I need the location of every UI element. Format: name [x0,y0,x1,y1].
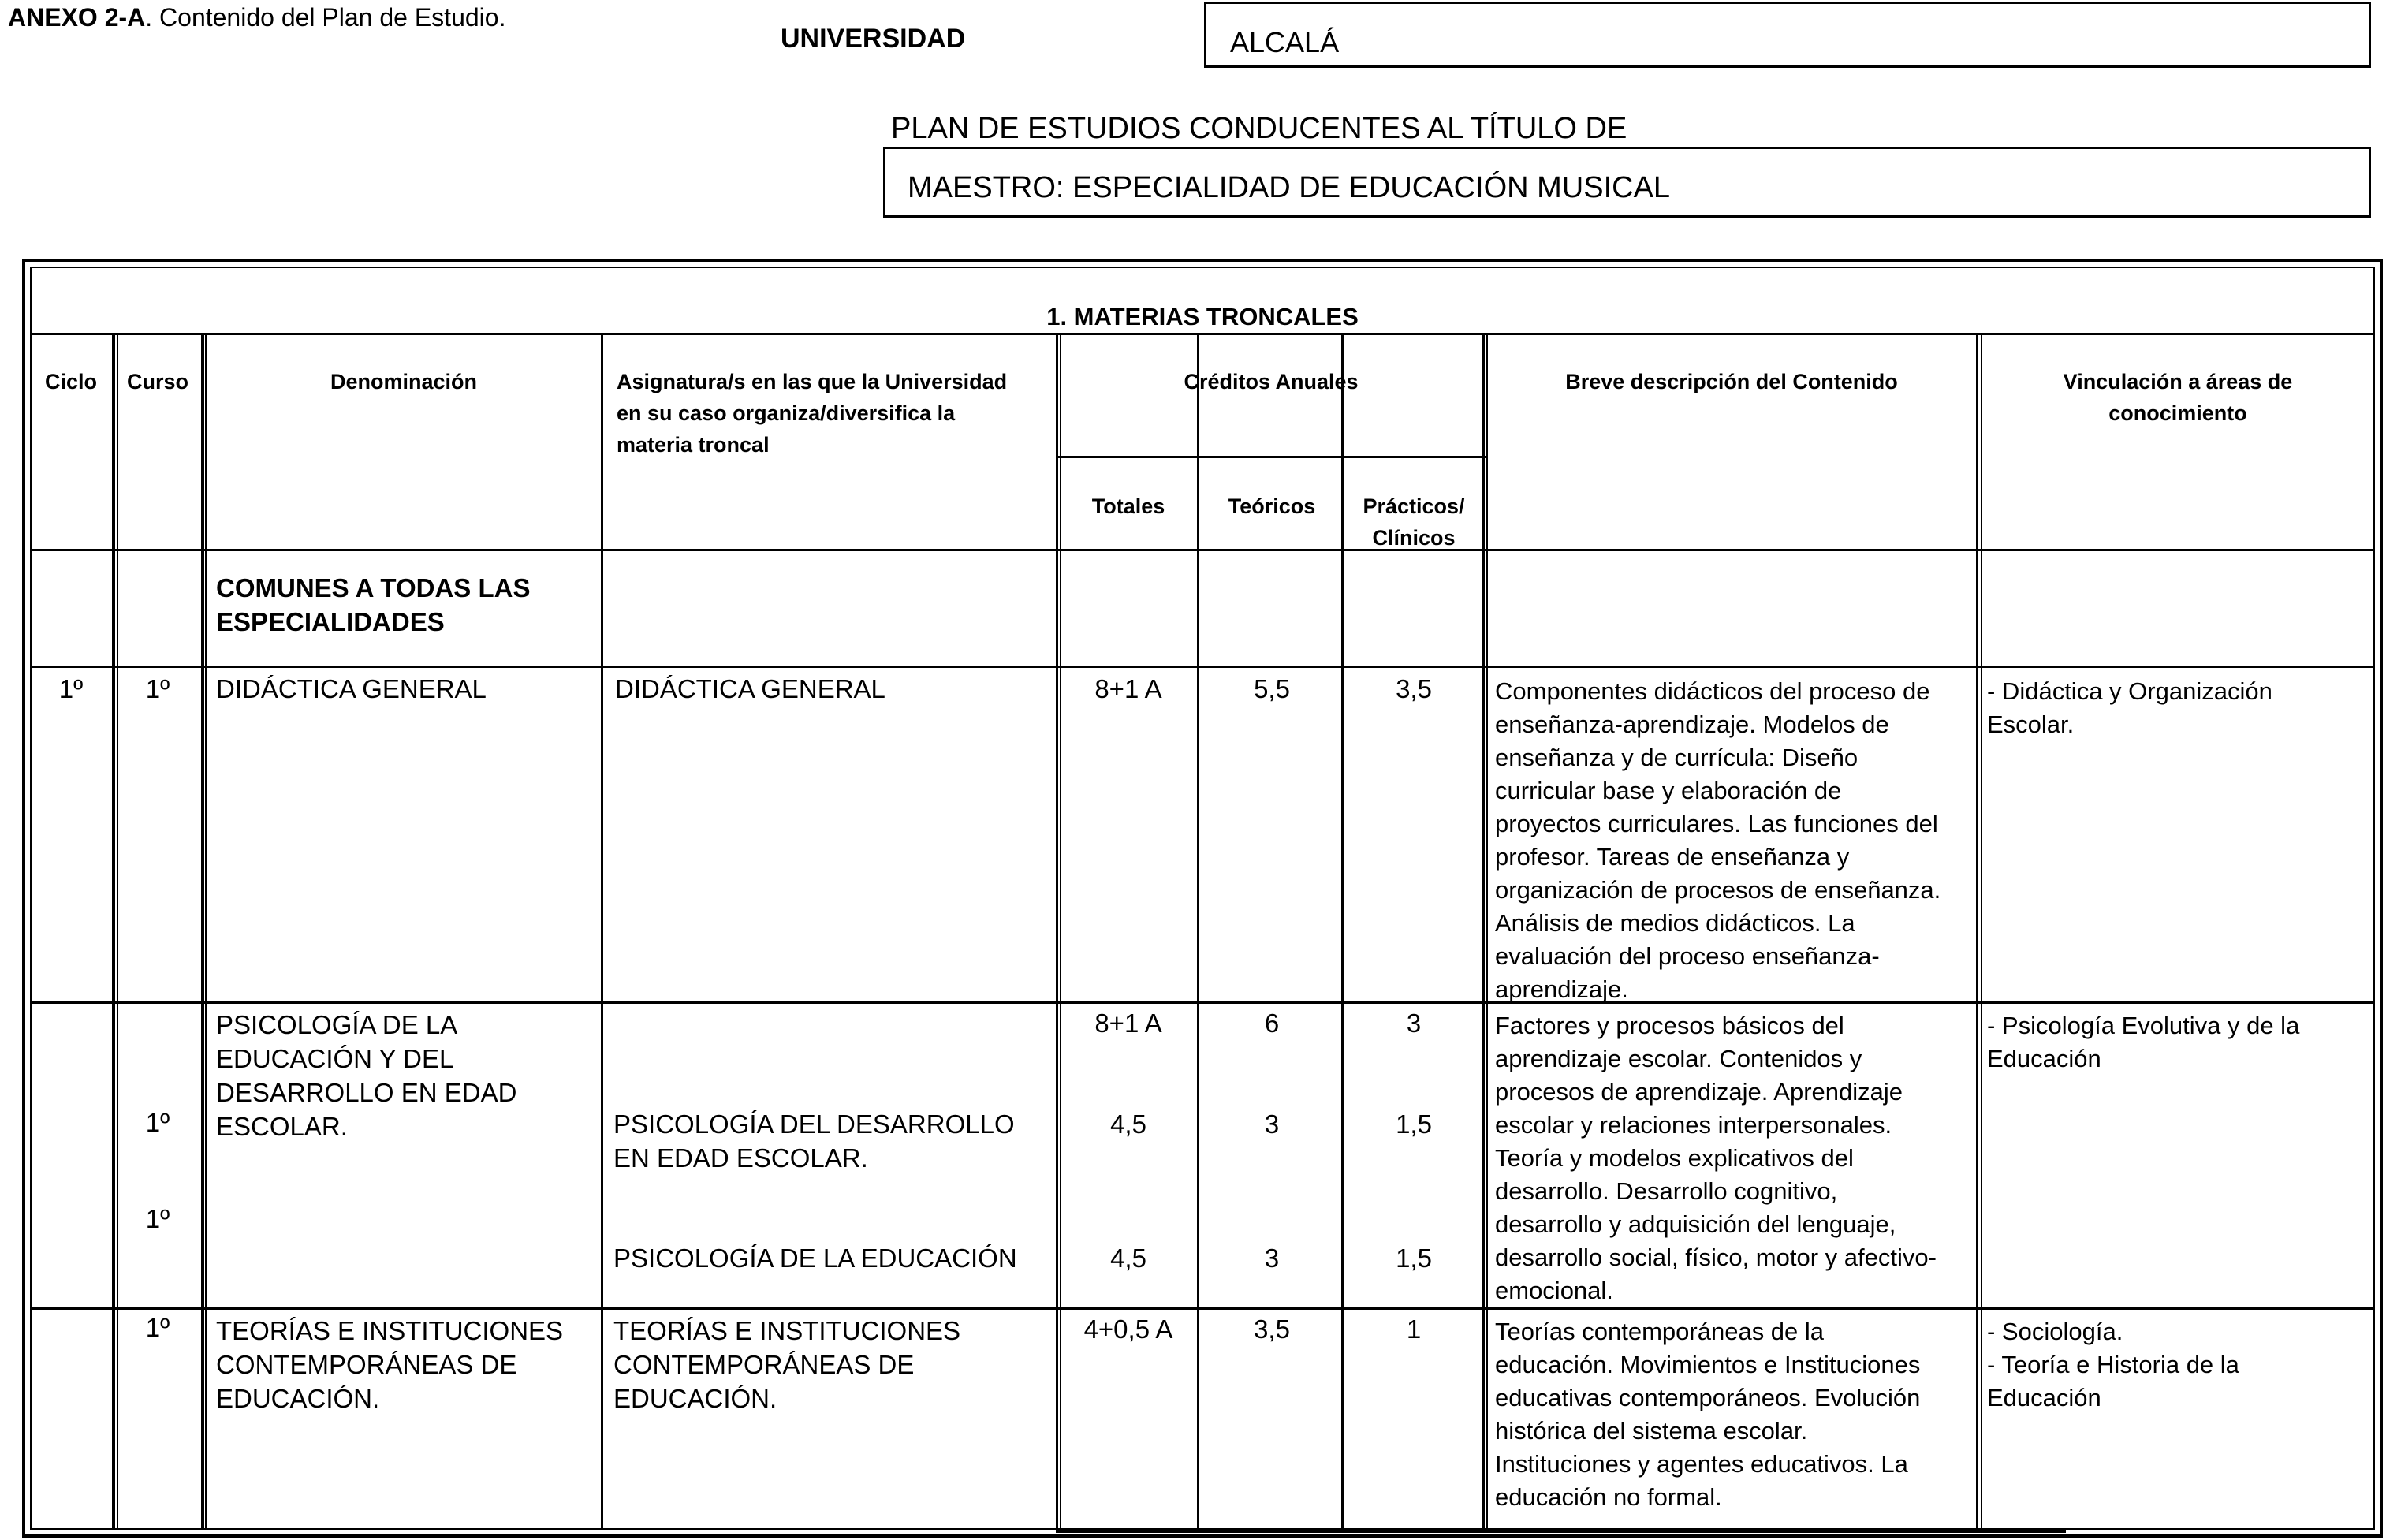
row1-descripcion-line: Componentes didácticos del proceso de [1495,677,1930,705]
col-header-practicos [1345,490,1482,554]
col-header-denominacion: Denominación [330,370,478,393]
table-horizontal-rule [1056,1530,2066,1533]
row1-descripcion-line: evaluación del proceso enseñanza- [1495,942,1880,970]
degree-title: MAESTRO: ESPECIALIDAD DE EDUCACIÓN MUSICAL [908,171,1671,204]
row2-denominacion [216,1008,595,1143]
row3-vinculacion-line: - Teoría e Historia de la [1987,1351,2239,1378]
row2-denominacion-line: ESCOLAR. [216,1112,348,1141]
row2b-curso: 1º [145,1204,170,1233]
row3-descripcion [1495,1315,1976,1514]
row3-descripcion-line: educación no formal. [1495,1483,1722,1511]
row1-vinculacion-line: - Didáctica y Organización [1987,677,2272,705]
table-vertical-rule [1197,333,1199,1528]
table-horizontal-rule [30,666,2375,668]
col-header-descripcion: Breve descripción del Contenido [1565,370,1898,393]
row3-vinculacion [1987,1315,2373,1415]
group-label-line: ESPECIALIDADES [216,607,445,636]
row3-practicos: 1 [1406,1314,1422,1344]
table-horizontal-rule [30,1307,2375,1310]
row2a-asignatura-line: EN EDAD ESCOLAR. [613,1143,868,1173]
table-horizontal-rule [1056,456,1486,458]
row1-vinculacion [1987,675,2373,741]
annex-label: ANEXO 2-A [8,3,146,32]
row2-descripcion-line: desarrollo y adquisición del lenguaje, [1495,1210,1896,1238]
col-header-asignaturas-line: materia troncal [617,433,770,457]
row2-descripcion-line: Teoría y modelos explicativos del [1495,1144,1854,1172]
row2-descripcion-line: escolar y relaciones interpersonales. [1495,1111,1892,1139]
row2-vinculacion-line: Educación [1987,1045,2101,1072]
table-vertical-rule [201,333,204,1528]
table-horizontal-rule [30,1001,2375,1004]
col-header-creditos: Créditos Anuales [1184,370,1359,393]
row1-descripcion-line: enseñanza-aprendizaje. Modelos de [1495,710,1889,738]
col-header-curso: Curso [126,370,188,393]
table-horizontal-rule [30,549,2375,551]
annex-text: . Contenido del Plan de Estudio. [145,3,506,32]
table-vertical-rule [117,333,118,1528]
row1-descripcion-line: organización de procesos de enseñanza. [1495,876,1941,904]
row2a-totales: 4,5 [1110,1109,1146,1139]
row2b-totales: 4,5 [1110,1244,1146,1273]
row3-denominacion-line: EDUCACIÓN. [216,1384,380,1413]
row2-descripcion-line: Factores y procesos básicos del [1495,1012,1844,1039]
row1-descripcion-line: proyectos curriculares. Las funciones del [1495,810,1938,837]
section-title: 1. MATERIAS TRONCALES [1046,303,1359,330]
col-header-vinculacion-line: Vinculación a áreas de [2063,370,2293,393]
table-vertical-rule [1482,333,1485,1528]
col-header-teoricos: Teóricos [1228,494,1316,518]
row3-denominacion [216,1314,595,1415]
group-label [216,571,595,639]
row3-descripcion-line: Instituciones y agentes educativos. La [1495,1450,1908,1478]
row1-descripcion-line: curricular base y elaboración de [1495,777,1842,804]
row2a-teoricos: 3 [1264,1109,1280,1139]
table-vertical-rule [1976,333,1978,1528]
row1-descripcion-line: Análisis de medios didácticos. La [1495,909,1855,937]
row2-main-totales: 8+1 A [1094,1009,1162,1038]
row2a-asignatura [613,1107,1055,1175]
row1-ciclo: 1º [58,674,84,703]
table-vertical-rule [601,333,603,1528]
table-vertical-rule [1486,333,1488,1528]
table-vertical-rule [1056,333,1058,1528]
degree-box [883,147,2371,218]
row2b-practicos: 1,5 [1396,1244,1432,1273]
col-header-practicos-line: Prácticos/ [1363,494,1465,518]
group-label-line: COMUNES A TODAS LAS [216,573,531,602]
row1-descripcion-line: enseñanza y de currícula: Diseño [1495,744,1858,771]
row2a-curso: 1º [145,1108,170,1137]
row2b-asignatura: PSICOLOGÍA DE LA EDUCACIÓN [613,1244,1017,1273]
row2-descripcion-line: emocional. [1495,1277,1613,1304]
table-vertical-rule [205,333,207,1528]
col-header-vinculacion [1981,366,2375,429]
row3-descripcion-line: educativas contemporáneos. Evolución [1495,1384,1921,1411]
row3-asignatura-line: CONTEMPORÁNEAS DE [613,1350,915,1379]
row1-totales: 8+1 A [1094,674,1162,703]
row3-descripcion-line: educación. Movimientos e Instituciones [1495,1351,1921,1378]
row1-teoricos: 5,5 [1254,674,1290,703]
row3-denominacion-line: CONTEMPORÁNEAS DE [216,1350,517,1379]
row3-teoricos: 3,5 [1254,1314,1290,1344]
row1-descripcion-line: aprendizaje. [1495,975,1628,1003]
col-header-vinculacion-line: conocimiento [2108,401,2247,425]
university-value-box [1204,2,2371,68]
row2-main-practicos: 3 [1406,1009,1422,1038]
col-header-asignaturas-line: en su caso organiza/diversifica la [617,401,956,425]
row2-denominacion-line: DESARROLLO EN EDAD [216,1078,517,1107]
row1-asignatura: DIDÁCTICA GENERAL [615,674,885,703]
row3-vinculacion-line: - Sociología. [1987,1318,2123,1345]
row2-descripcion-line: desarrollo. Desarrollo cognitivo, [1495,1177,1838,1205]
row3-asignatura-line: EDUCACIÓN. [613,1384,777,1413]
row1-descripcion-line: profesor. Tareas de enseñanza y [1495,843,1850,871]
row2-vinculacion-line: - Psicología Evolutiva y de la [1987,1012,2300,1039]
row3-asignatura-line: TEORÍAS E INSTITUCIONES [613,1316,961,1345]
row3-vinculacion-line: Educación [1987,1384,2101,1411]
col-header-asignaturas [617,366,1058,461]
university-value: ALCALÁ [1230,26,1340,58]
row2-vinculacion [1987,1009,2373,1076]
row2-descripcion [1495,1009,1976,1307]
plan-title: PLAN DE ESTUDIOS CONDUCENTES AL TÍTULO DE [891,112,1627,145]
row3-descripcion-line: histórica del sistema escolar. [1495,1417,1808,1445]
row3-asignatura [613,1314,1055,1415]
row3-totales: 4+0,5 A [1083,1314,1173,1344]
table-vertical-rule [1981,333,1982,1528]
row1-denominacion: DIDÁCTICA GENERAL [216,674,487,703]
row2-main-teoricos: 6 [1264,1009,1280,1038]
row3-denominacion-line: TEORÍAS E INSTITUCIONES [216,1316,564,1345]
row1-descripcion [1495,675,1976,1006]
col-header-practicos-line: Clínicos [1372,526,1456,550]
row1-curso: 1º [145,674,170,703]
row1-practicos: 3,5 [1396,674,1432,703]
row2b-teoricos: 3 [1264,1244,1280,1273]
university-label: UNIVERSIDAD [781,24,966,54]
row1-vinculacion-line: Escolar. [1987,710,2075,738]
row2-descripcion-line: aprendizaje escolar. Contenidos y [1495,1045,1862,1072]
col-header-totales: Totales [1091,494,1165,518]
col-header-asignaturas-line: Asignatura/s en las que la Universidad [617,370,1008,393]
annex-heading [8,3,505,32]
row2-descripcion-line: procesos de aprendizaje. Aprendizaje [1495,1078,1903,1106]
row2-denominacion-line: PSICOLOGÍA DE LA [216,1010,458,1039]
row3-curso: 1º [145,1313,170,1342]
row2a-asignatura-line: PSICOLOGÍA DEL DESARROLLO [613,1109,1015,1139]
row2-denominacion-line: EDUCACIÓN Y DEL [216,1044,454,1073]
row3-descripcion-line: Teorías contemporáneas de la [1495,1318,1825,1345]
col-header-ciclo: Ciclo [44,370,97,393]
row2a-practicos: 1,5 [1396,1109,1432,1139]
row2-descripcion-line: desarrollo social, físico, motor y afectivo- [1495,1244,1937,1271]
table-vertical-rule [112,333,115,1528]
